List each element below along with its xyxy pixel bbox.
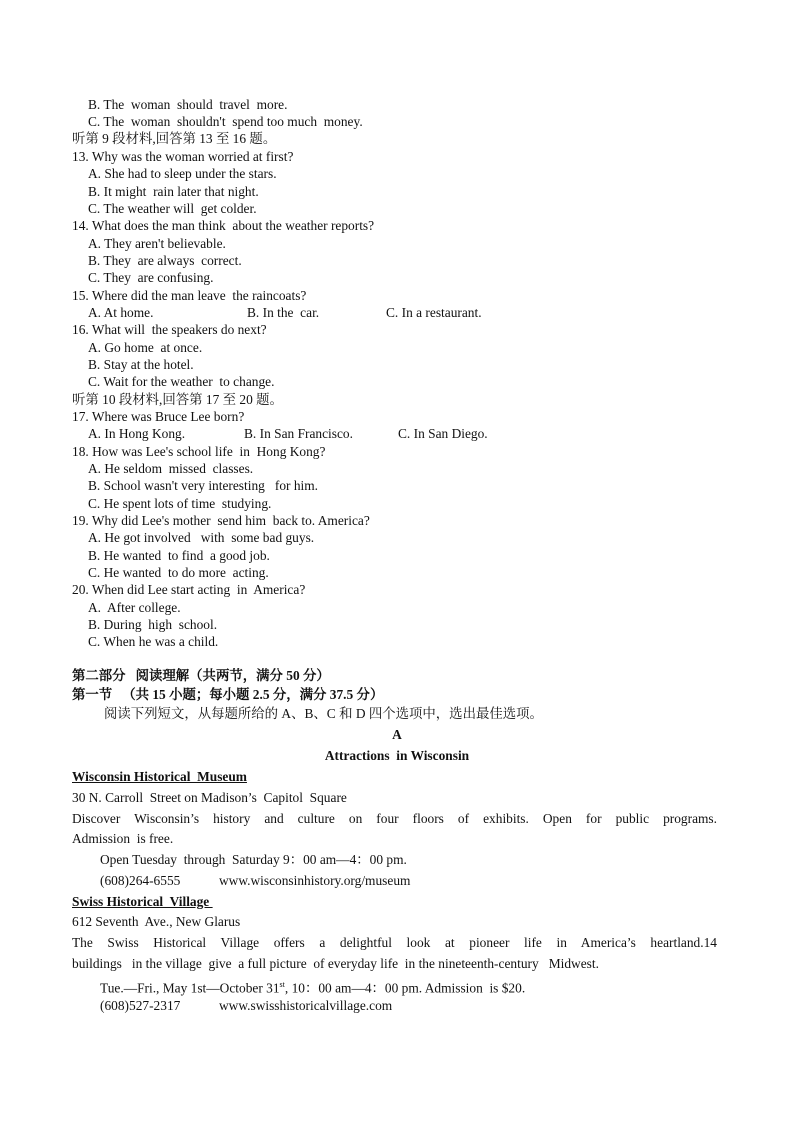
museum-description-end: Admission is free. (72, 831, 174, 846)
q15-stem: 15. Where did the man leave the raincoats? (72, 288, 307, 303)
q15-option-a: A. At home. (88, 305, 154, 320)
part-two-title: 第二部分 阅读理解（共两节，满分 50 分） (72, 668, 330, 683)
museum-description: Discover Wisconsin’s history and culture on four floors of exhibits. Open for public programs. (72, 811, 717, 826)
museum-phone: (608)264-6555 (100, 873, 181, 888)
q18-option-b: B. School wasn't very interesting for him. (88, 478, 319, 493)
village-website: www.swisshistoricalvillage.com (219, 998, 393, 1013)
museum-name: Wisconsin Historical Museum (72, 769, 247, 784)
q13-option-b: B. It might rain later that night. (88, 184, 259, 199)
museum-website: www.wisconsinhistory.org/museum (219, 873, 411, 888)
q18-option-a: A. He seldom missed classes. (88, 461, 254, 476)
q20-option-c: C. When he was a child. (88, 634, 219, 649)
q13-option-c: C. The weather will get colder. (88, 201, 257, 216)
museum-hours: Open Tuesday through Saturday 9：00 am—4：00 pm. (100, 852, 407, 867)
q20-option-b: B. During high school. (88, 617, 218, 632)
passage-title: Attractions in Wisconsin (324, 748, 470, 763)
q16-option-b: B. Stay at the hotel. (88, 357, 194, 372)
q12-option-b: B. The woman should travel more. (88, 97, 288, 112)
q17-option-c: C. In San Diego. (398, 426, 488, 441)
q20-stem: 20. When did Lee start acting in America? (72, 582, 306, 597)
q17-option-b: B. In San Francisco. (244, 426, 353, 441)
q13-option-a: A. She had to sleep under the stars. (88, 166, 277, 181)
village-hours (100, 977, 525, 996)
museum-address: 30 N. Carroll Street on Madison’s Capitol Square (72, 790, 347, 805)
q14-option-b: B. They are always correct. (88, 253, 242, 268)
q16-option-c: C. Wait for the weather to change. (88, 374, 275, 389)
q18-stem: 18. How was Lee's school life in Hong Kong? (72, 444, 326, 459)
q19-option-c: C. He wanted to do more acting. (88, 565, 269, 580)
q17-stem: 17. Where was Bruce Lee born? (72, 409, 245, 424)
section-10-instruction: 听第 10 段材料,回答第 17 至 20 题。 (72, 392, 283, 407)
q18-option-c: C. He spent lots of time studying. (88, 496, 272, 511)
q17-option-a: A. In Hong Kong. (88, 426, 186, 441)
q14-stem: 14. What does the man think about the weather reports? (72, 218, 375, 233)
q19-stem: 19. Why did Lee's mother send him back to. America? (72, 513, 370, 528)
q12-option-c: C. The woman shouldn't spend too much money. (88, 114, 363, 129)
q14-option-a: A. They aren't believable. (88, 236, 226, 251)
q19-option-a: A. He got involved with some bad guys. (88, 530, 315, 545)
section-9-instruction: 听第 9 段材料,回答第 13 至 16 题。 (72, 131, 277, 146)
village-description: The Swiss Historical Village offers a delightful look at pioneer life in America’s heartland.14 (72, 935, 717, 950)
village-address: 612 Seventh Ave., New Glarus (72, 914, 241, 929)
q19-option-b: B. He wanted to find a good job. (88, 548, 270, 563)
q15-option-b: B. In the car. (247, 305, 320, 320)
village-phone: (608)527-2317 (100, 998, 181, 1013)
passage-letter: A (392, 727, 402, 742)
village-hours-start: Tue.—Fri., May 1st—October 31 (100, 980, 280, 996)
village-hours-superscript: st (279, 980, 285, 989)
q14-option-c: C. They are confusing. (88, 270, 214, 285)
q16-stem: 16. What will the speakers do next? (72, 322, 267, 337)
q15-option-c: C. In a restaurant. (386, 305, 482, 320)
q13-stem: 13. Why was the woman worried at first? (72, 149, 294, 164)
q20-option-a: A. After college. (88, 600, 181, 615)
section-one-title: 第一节 （共 15 小题；每小题 2.5 分，满分 37.5 分） (72, 687, 384, 702)
q16-option-a: A. Go home at once. (88, 340, 203, 355)
village-name: Swiss Historical Village (72, 894, 213, 909)
reading-instruction: 阅读下列短文，从每题所给的 A、B、C 和 D 四个选项中，选出最佳选项。 (104, 706, 543, 721)
village-description-end: buildings in the village give a full picture of everyday life in the nineteenth-century Midwest. (72, 956, 599, 971)
village-hours-end: , 10：00 am—4：00 pm. Admission is $20. (284, 980, 526, 996)
